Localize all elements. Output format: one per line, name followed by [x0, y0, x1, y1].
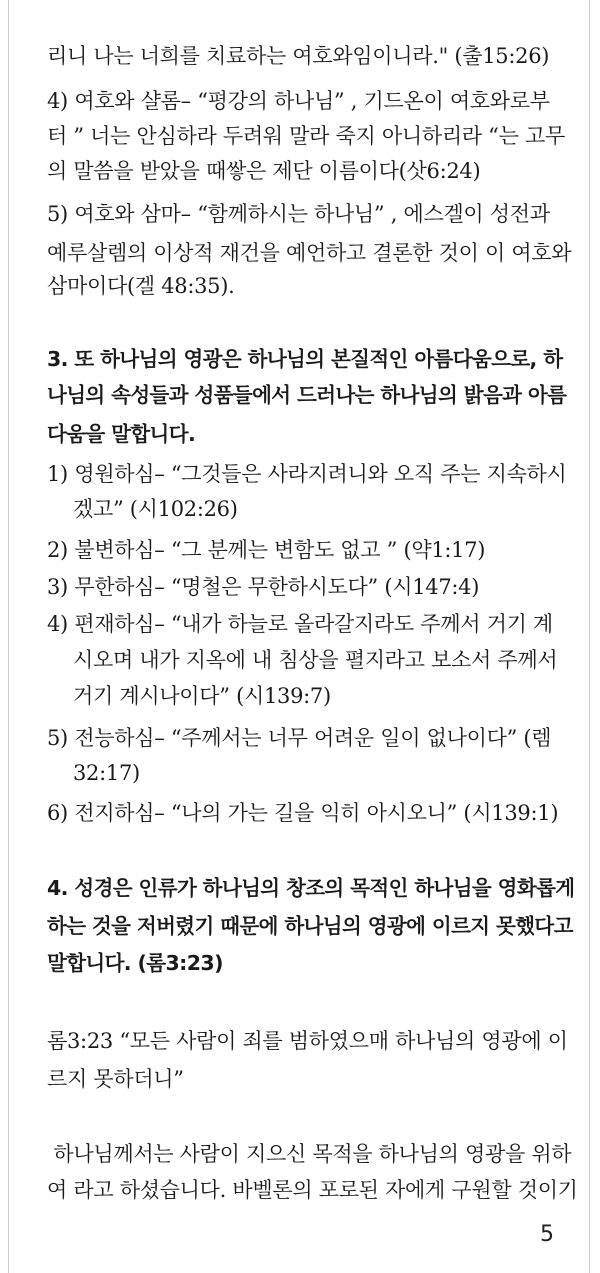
text-line: 5) 여호와 삼마– “함께하시는 하나님” , 에스겔이 성전과 [47, 202, 550, 226]
list-item-continuation: 겠고” (시102:26) [73, 497, 238, 521]
text-line: 터 ” 너는 안심하라 두려워 말라 죽지 아니하리라 “는 고무 [47, 124, 565, 148]
section-heading-line: 말합니다. (롬3:23) [47, 951, 223, 975]
section-heading-line: 나님의 속성들과 성품들에서 드러나는 하나님의 밝음과 아름 [47, 383, 567, 407]
section-heading-line: 다움을 말합니다. [47, 422, 196, 446]
list-item: 2) 불변하심– “그 분께는 변함도 없고 ” (약1:17) [47, 538, 486, 562]
section-heading-line: 3. 또 하나님의 영광은 하나님의 본질적인 아름다움으로, 하 [47, 347, 563, 371]
text-line: 삼마이다(겔 48:35). [47, 274, 235, 298]
list-item-continuation: 32:17) [73, 761, 140, 785]
text-line: 여 라고 하셨습니다. 바벨론의 포로된 자에게 구원할 것이기 [47, 1178, 578, 1202]
page-number: 5 [540, 1222, 554, 1247]
list-item: 4) 편재하심– “내가 하늘로 올라갈지라도 주께서 거기 계 [47, 612, 553, 636]
section-heading-line: 4. 성경은 인류가 하나님의 창조의 목적인 하나님을 영화롭게 [47, 876, 575, 900]
list-item: 3) 무한하심– “명철은 무한하시도다” (시147:4) [47, 575, 480, 599]
text-line: 리니 나는 너희를 치료하는 여호와임이니라." (출15:26) [47, 44, 550, 68]
text-line: 예루살렘의 이상적 재건을 예언하고 결론한 것이 이 여호와 [47, 241, 572, 265]
text-line: 의 말씀을 받았을 때쌓은 제단 이름이다(삿6:24) [47, 159, 481, 183]
text-line: 르지 못하더니” [47, 1067, 184, 1091]
list-item: 5) 전능하심– “주께서는 너무 어려운 일이 없나이다” (렘 [47, 726, 552, 750]
section-heading-line: 하는 것을 저버렸기 때문에 하나님의 영광에 이르지 못했다고 [47, 914, 573, 938]
list-item: 6) 전지하심– “나의 가는 길을 익히 아시오니” (시139:1) [47, 801, 559, 825]
list-item: 1) 영원하심– “그것들은 사라지려니와 오직 주는 지속하시 [47, 462, 567, 486]
list-item-continuation: 시오며 내가 지옥에 내 침상을 펼지라고 보소서 주께서 [73, 648, 558, 672]
text-line: 하나님께서는 사람이 지으신 목적을 하나님의 영광을 위하 [47, 1142, 572, 1166]
list-item-continuation: 거기 계시나이다” (시139:7) [73, 684, 331, 708]
text-line: 롬3:23 “모든 사람이 죄를 범하였으매 하나님의 영광에 이 [47, 1029, 568, 1053]
text-line: 4) 여호와 샬롬– “평강의 하나님” , 기드온이 여호와로부 [47, 89, 550, 113]
